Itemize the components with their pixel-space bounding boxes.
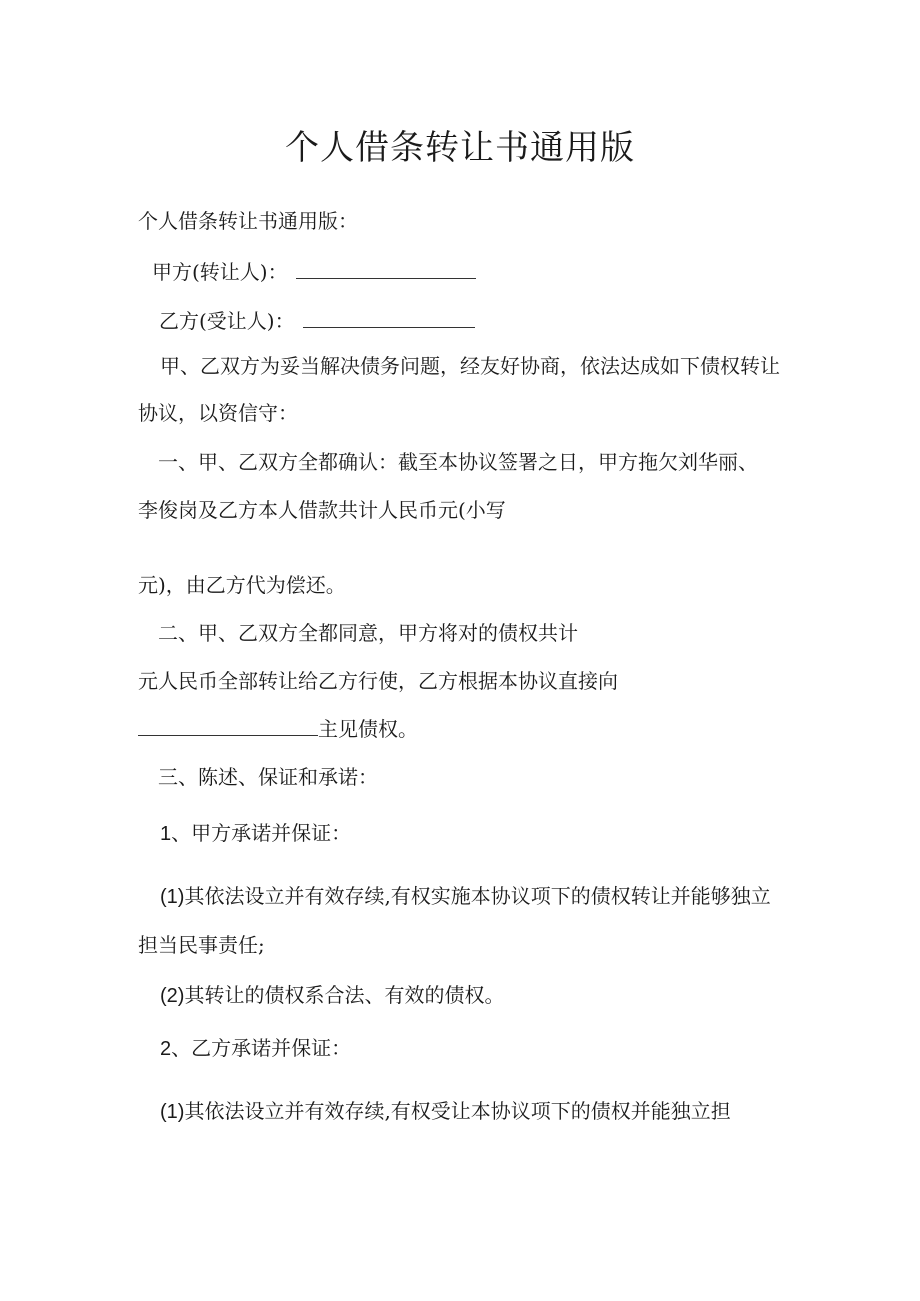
item-1-1-line-1	[160, 881, 771, 912]
item-1-1-number: (1)	[160, 886, 185, 908]
preamble-line-1: 甲、乙双方为妥当解决债务问题，经友好协商，依法达成如下债权转让	[160, 354, 780, 378]
clause-1-line-2: 李俊岗及乙方本人借款共计人民币元(小写	[138, 498, 506, 522]
item-2-number: 2	[160, 1038, 172, 1060]
document-title: 个人借条转让书通用版	[285, 128, 635, 168]
item-1-heading	[160, 818, 351, 849]
item-1-1-line-2: 担当民事责任;	[138, 933, 265, 957]
party-a-line	[152, 256, 476, 287]
item-1-1-text: 其依法设立并有效存续,有权实施本协议项下的债权转让并能够独立	[184, 884, 771, 908]
item-2-1-text: 其依法设立并有效存续,有权受让本协议项下的债权并能独立担	[184, 1099, 731, 1123]
item-1-2-text: 其转让的债权系合法、有效的债权。	[184, 983, 505, 1007]
preamble-line-2: 协议，以资信守：	[138, 401, 298, 425]
document-subtitle: 个人借条转让书通用版：	[138, 209, 358, 233]
item-2-1-number: (1)	[160, 1101, 185, 1123]
clause-1-line-1: 一、甲、乙双方全都确认：截至本协议签署之日，甲方拖欠刘华丽、	[158, 450, 758, 474]
item-2-1-line-1	[160, 1096, 731, 1127]
item-1-2-number: (2)	[160, 985, 185, 1007]
party-b-blank	[303, 305, 475, 328]
clause-2-line-3	[138, 713, 418, 744]
clause-3-heading: 三、陈述、保证和承诺：	[158, 765, 378, 789]
clause-2-line-1: 二、甲、乙双方全都同意，甲方将对的债权共计	[158, 621, 578, 645]
creditor-blank	[138, 713, 318, 736]
party-a-blank	[296, 256, 476, 279]
party-a-label: 甲方(转让人)：	[152, 260, 288, 284]
clause-2-line-2: 元人民币全部转让给乙方行使，乙方根据本协议直接向	[138, 669, 618, 693]
item-2-text: 、乙方承诺并保证：	[171, 1036, 352, 1060]
party-b-label: 乙方(受让人)：	[159, 309, 295, 333]
item-1-text: 、甲方承诺并保证：	[171, 821, 352, 845]
item-1-number: 1	[160, 823, 172, 845]
clause-1-line-3: 元)，由乙方代为偿还。	[138, 573, 346, 597]
item-1-2-line	[160, 980, 504, 1011]
item-2-heading	[160, 1033, 351, 1064]
clause-2-line-3-text: 主见债权。	[318, 717, 418, 741]
party-b-line	[159, 305, 475, 336]
